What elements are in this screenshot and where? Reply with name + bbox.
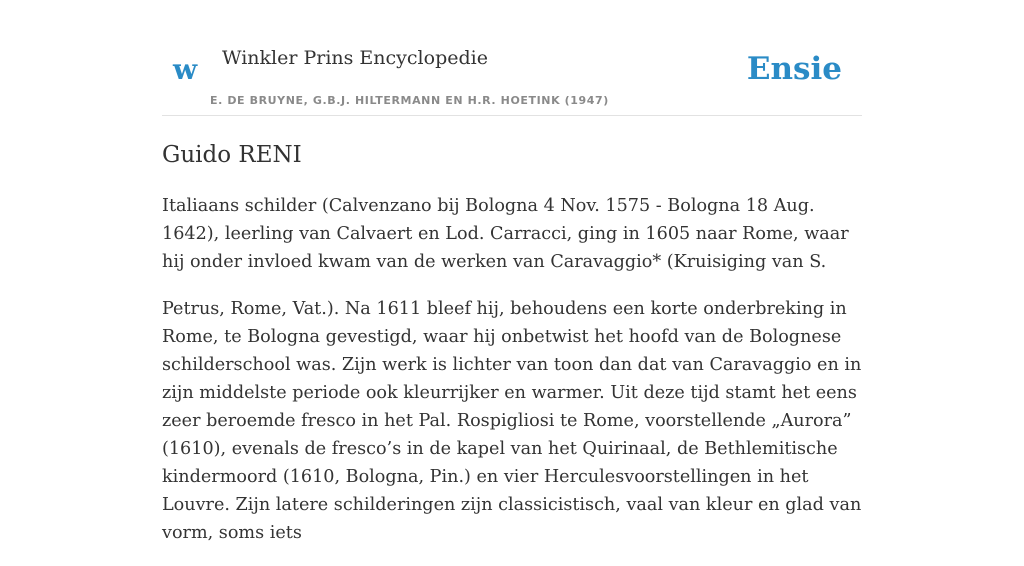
article-paragraph-2: Petrus, Rome, Vat.). Na 1611 bleef hij, behoudens een korte onderbreking in Rome, te Bologna gevestigd, waar hij onbetwist het hoofd van de Bolognese schilderschool was. Zijn werk is lichter van toon dan dat van Caravaggio en in zijn middelste periode ook kleurrijker en warmer. Uit deze tijd stamt het eens zeer beroemde fresco in het Pal. Rospigliosi te Rome, voorstellende „Aurora” (1610), evenals de fresco’s in de kapel van het Quirinaal, de Bethlemitische kindermoord (1610, Bologna, Pin.) en vier Herculesvoorstellingen in het Louvre. Zijn latere schilderingen zijn classicistisch, vaal van kleur en glad van vorm, soms iets <box>162 299 862 543</box>
page <box>162 0 862 543</box>
ensie-logo-link[interactable]: Ensie <box>746 51 842 87</box>
source-header <box>162 0 862 116</box>
article-body <box>162 192 862 566</box>
article-paragraph-1: Italiaans schilder (Calvenzano bij Bologna 4 Nov. 1575 - Bologna 18 Aug. 1642), leerling van Calvaert en Lod. Carracci, ging in 1605 naar Rome, waar hij onder invloed kwam van de werken van Caravaggio* (Kruisiging van S. <box>162 196 849 272</box>
article-title: Guido RENI <box>162 142 302 168</box>
source-authors: E. DE BRUYNE, G.B.J. HILTERMANN EN H.R. HOETINK (1947) <box>210 94 609 107</box>
winkler-prins-logo-icon[interactable]: w <box>173 53 198 86</box>
source-title[interactable]: Winkler Prins Encyclopedie <box>222 47 488 69</box>
